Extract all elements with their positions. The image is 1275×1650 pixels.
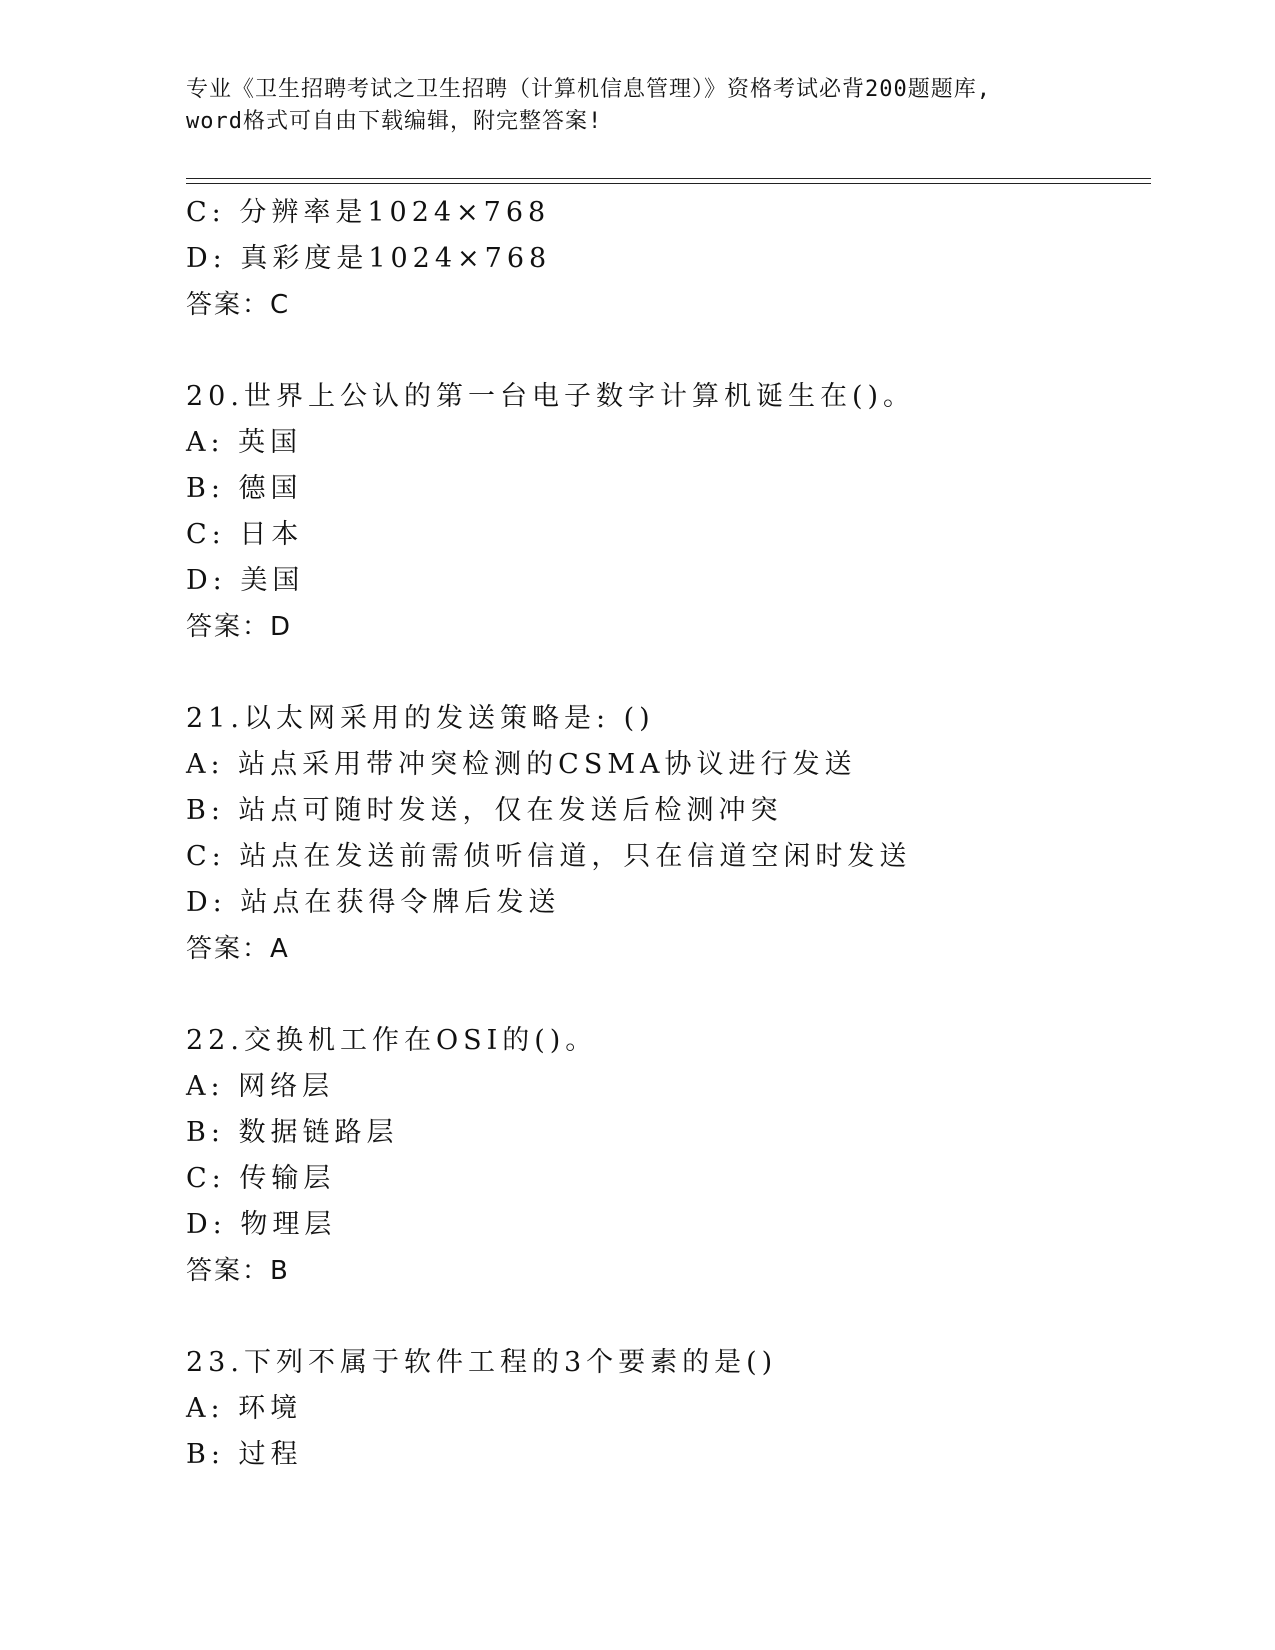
option-c: C: 站点在发送前需侦听信道，只在信道空闲时发送: [186, 841, 912, 872]
option-b: B: 站点可随时发送，仅在发送后检测冲突: [186, 795, 783, 826]
answer-line: 答案：B: [186, 1256, 290, 1286]
question-stem: 21.以太网采用的发送策略是: (): [186, 703, 655, 734]
question-block-23: [186, 1340, 1146, 1478]
spacer: [186, 328, 1146, 374]
option-a: A: 网络层: [186, 1071, 335, 1102]
option-b: B: 数据链路层: [186, 1117, 399, 1148]
header-line-1: 专业《卫生招聘考试之卫生招聘（计算机信息管理）》资格考试必背200题题库,: [186, 77, 991, 102]
option-c: C: 传输层: [186, 1163, 336, 1194]
header-divider-bottom: [186, 183, 1151, 184]
question-block-21: [186, 696, 1146, 972]
answer-line: 答案：D: [186, 612, 293, 642]
option-b: B: 过程: [186, 1439, 303, 1470]
header-line-2: word格式可自由下载编辑，附完整答案!: [186, 109, 603, 134]
option-d: D: 站点在获得令牌后发送: [186, 887, 561, 918]
option-d: D: 真彩度是1024×768: [186, 243, 552, 274]
answer-line: 答案：C: [186, 290, 291, 320]
spacer: [186, 972, 1146, 1018]
question-block-22: [186, 1018, 1146, 1294]
question-block-20: [186, 374, 1146, 650]
question-stem: 23.下列不属于软件工程的3个要素的是(): [186, 1347, 778, 1378]
answer-line: 答案：A: [186, 934, 290, 964]
question-stem: 22.交换机工作在OSI的()。: [186, 1025, 598, 1056]
option-a: A: 英国: [186, 427, 303, 458]
option-c: C: 分辨率是1024×768: [186, 197, 551, 228]
option-a: A: 站点采用带冲突检测的CSMA协议进行发送: [186, 749, 857, 780]
question-list: [186, 190, 1146, 1478]
question-block-partial: [186, 190, 1146, 328]
option-d: D: 美国: [186, 565, 305, 596]
option-b: B: 德国: [186, 473, 303, 504]
option-d: D: 物理层: [186, 1209, 337, 1240]
spacer: [186, 1294, 1146, 1340]
spacer: [186, 650, 1146, 696]
document-header: [186, 74, 1146, 138]
option-c: C: 日本: [186, 519, 304, 550]
option-a: A: 环境: [186, 1393, 303, 1424]
header-divider-top: [186, 178, 1151, 179]
question-stem: 20.世界上公认的第一台电子数字计算机诞生在()。: [186, 381, 916, 412]
